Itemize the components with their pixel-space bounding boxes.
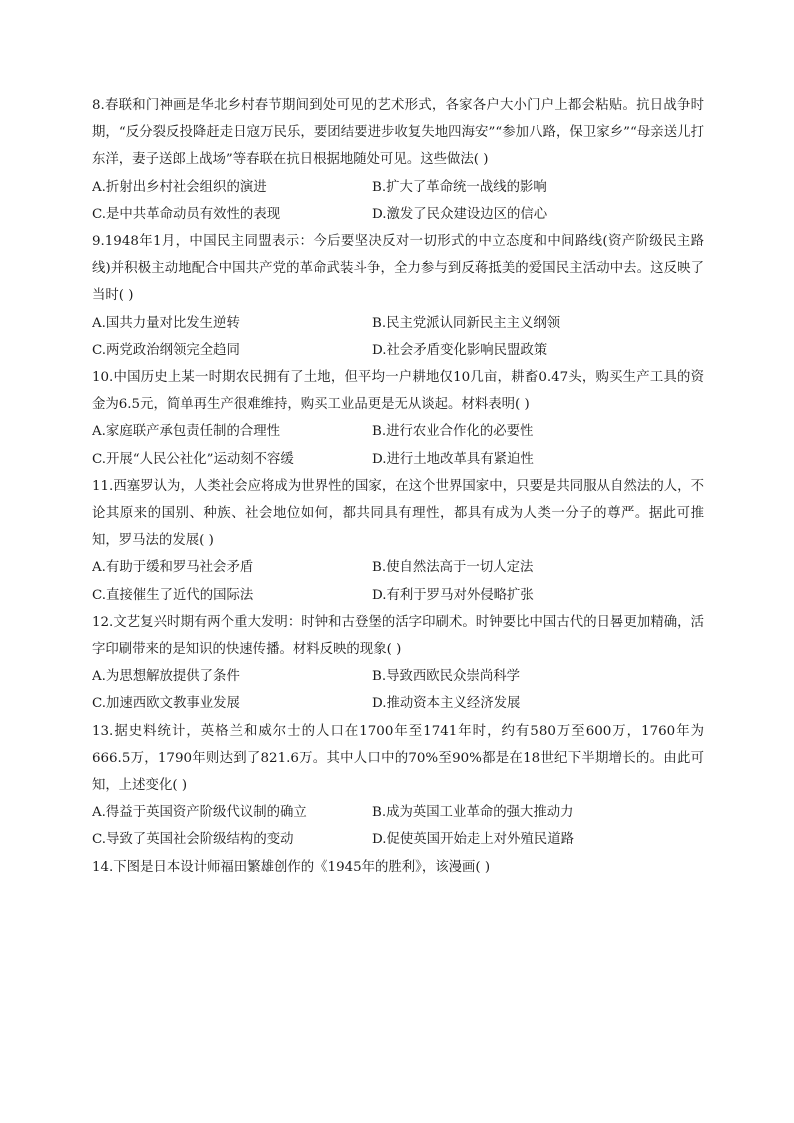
option-d: D.进行土地改革具有紧迫性 [372,451,534,467]
options [92,418,704,472]
option-d: D.有利于罗马对外侵略扩张 [372,587,534,603]
options [92,310,704,364]
option-c: C.是中共革命动员有效性的表现 [92,206,281,222]
options [92,174,704,228]
question-9 [92,228,704,364]
option-c: C.开展“人民公社化”运动刻不容缓 [92,451,294,467]
options [92,554,704,608]
option-c: C.直接催生了近代的国际法 [92,587,254,603]
option-b: B.成为英国工业革命的强大推动力 [372,805,574,821]
question-stem: 14.下图是日本设计师福田繁雄创作的《1945年的胜利》，该漫画( ) [92,859,491,875]
question-stem: 9.1948年1月，中国民主同盟表示：今后要坚决反对一切形式的中立态度和中间路线(资产阶级民主路线)并积极主动地配合中国共产党的革命武装斗争，全力参与到反蒋抵美的爱国民主活动中去。这反映了当时( ) [92,234,704,304]
option-a: A.得益于英国资产阶级代议制的确立 [92,805,307,821]
option-a: A.有助于缓和罗马社会矛盾 [92,560,254,576]
option-a: A.折射出乡村社会组织的演进 [92,179,267,195]
question-stem: 10.中国历史上某一时期农民拥有了土地，但平均一户耕地仅10几亩，耕畜0.47头，购买生产工具的资金为6.5元，简单再生产很难维持，购买工业品更是无从谈起。材料表明( ) [92,370,704,413]
option-d: D.社会矛盾变化影响民盟政策 [372,342,548,358]
exam-page [92,92,704,881]
question-13 [92,718,704,854]
option-c: C.加速西欧文教事业发展 [92,696,240,712]
options [92,663,704,717]
option-a: A.为思想解放提供了条件 [92,669,240,685]
options [92,799,704,853]
question-stem: 8.春联和门神画是华北乡村春节期间到处可见的艺术形式，各家各户大小门户上都会粘贴。抗日战争时期，“反分裂反投降赶走日寇万民乐，要团结要进步收复失地四海安”“参加八路，保卫家乡”“母亲送儿打东洋，妻子送郎上战场”等春联在抗日根据地随处可见。这些做法( ) [92,98,704,168]
question-stem: 13.据史料统计，英格兰和威尔士的人口在1700年至1741年时，约有580万至600万，1760年为666.5万，1790年则达到了821.6万。其中人口中的70%至90%都是在18世纪下半期增长的。由此可知，上述变化( ) [92,723,704,794]
option-d: D.激发了民众建设边区的信心 [372,206,548,222]
question-12 [92,609,704,718]
option-b: B.导致西欧民众崇尚科学 [372,669,521,685]
option-b: B.使自然法高于一切人定法 [372,560,534,576]
option-b: B.进行农业合作化的必要性 [372,424,534,440]
option-c: C.导致了英国社会阶级结构的变动 [92,832,294,848]
question-8 [92,92,704,228]
option-d: D.推动资本主义经济发展 [372,696,521,712]
option-d: D.促使英国开始走上对外殖民道路 [372,832,574,848]
question-14 [92,854,704,881]
option-b: B.民主党派认同新民主主义纲领 [372,315,561,331]
option-c: C.两党政治纲领完全趋同 [92,342,240,358]
option-a: A.家庭联产承包责任制的合理性 [92,424,281,440]
option-a: A.国共力量对比发生逆转 [92,315,240,331]
option-b: B.扩大了革命统一战线的影响 [372,179,547,195]
question-stem: 11.西塞罗认为，人类社会应将成为世界性的国家，在这个世界国家中，只要是共同服从自然法的人，不论其原来的国别、种族、社会地位如何，都共同具有理性，都具有成为人类一分子的尊严。据此可推知，罗马法的发展( ) [92,478,704,549]
question-11 [92,473,704,609]
question-stem: 12.文艺复兴时期有两个重大发明：时钟和古登堡的活字印刷术。时钟要比中国古代的日晷更加精确，活字印刷带来的是知识的快速传播。材料反映的现象( ) [92,614,704,658]
question-10 [92,364,704,473]
